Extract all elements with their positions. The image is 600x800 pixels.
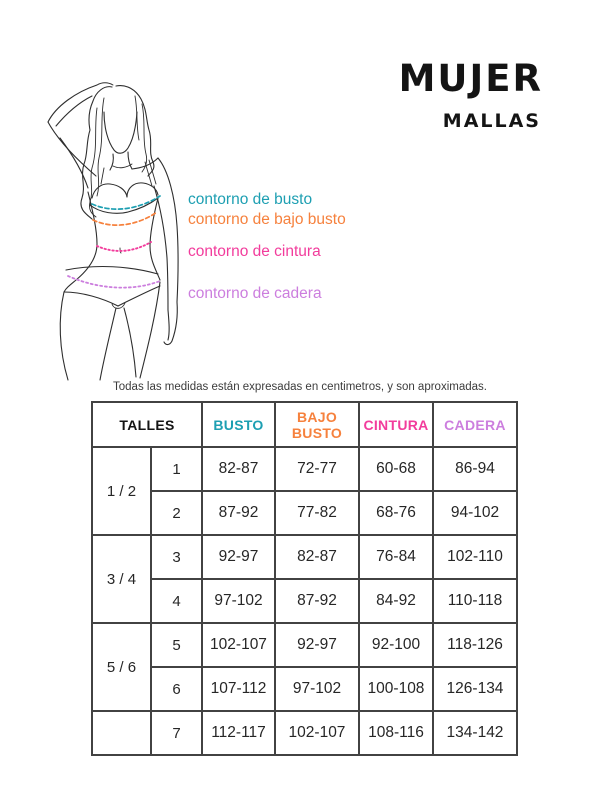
- cell-busto: 82-87: [202, 447, 275, 491]
- bra-strap-left: [101, 168, 104, 184]
- size-number: 4: [151, 579, 202, 623]
- size-group-label: 1 / 2: [92, 447, 151, 535]
- page-title: MUJER: [398, 57, 543, 100]
- measurements-note: Todas las medidas están expresadas en centimetros, y son aproximadas.: [113, 381, 487, 393]
- cell-cintura: 100-108: [359, 667, 433, 711]
- panty-top-line: [66, 267, 158, 274]
- cell-bajo-busto: 97-102: [275, 667, 359, 711]
- cell-cintura: 76-84: [359, 535, 433, 579]
- size-number: 5: [151, 623, 202, 667]
- panty-left-edge: [64, 292, 118, 306]
- label-contorno-de-busto: contorno de busto: [188, 191, 313, 208]
- size-number: 7: [151, 711, 202, 755]
- cell-busto: 97-102: [202, 579, 275, 623]
- cell-bajo-busto: 72-77: [275, 447, 359, 491]
- table-row: [92, 447, 517, 491]
- bra-right-cup: [127, 183, 158, 197]
- table-row: [92, 535, 517, 579]
- size-number: 2: [151, 491, 202, 535]
- cell-bajo-busto: 92-97: [275, 623, 359, 667]
- header-talles: TALLES: [92, 402, 202, 447]
- cell-cintura: 68-76: [359, 491, 433, 535]
- header-cintura: CINTURA: [359, 402, 433, 447]
- cell-busto: 92-97: [202, 535, 275, 579]
- table-row: [92, 491, 517, 535]
- size-number: 3: [151, 535, 202, 579]
- cell-cadera: 102-110: [433, 535, 517, 579]
- cell-bajo-busto: 82-87: [275, 535, 359, 579]
- cell-cintura: 108-116: [359, 711, 433, 755]
- raised-arm-outer: [48, 122, 96, 176]
- leg-right-inner: [124, 308, 136, 377]
- cell-busto: 107-112: [202, 667, 275, 711]
- cell-bajo-busto: 77-82: [275, 491, 359, 535]
- table-row: [92, 667, 517, 711]
- table-row: [92, 711, 517, 755]
- cell-bajo-busto: 87-92: [275, 579, 359, 623]
- cell-cintura: 92-100: [359, 623, 433, 667]
- cell-cintura: 84-92: [359, 579, 433, 623]
- cell-busto: 87-92: [202, 491, 275, 535]
- label-contorno-de-cintura: contorno de cintura: [188, 243, 321, 260]
- size-number: 6: [151, 667, 202, 711]
- cell-cadera: 134-142: [433, 711, 517, 755]
- hand-behind-head: [97, 83, 113, 85]
- cell-cintura: 60-68: [359, 447, 433, 491]
- title-block: [398, 57, 543, 132]
- face-outline: [104, 112, 137, 153]
- header-busto: BUSTO: [202, 402, 275, 447]
- cell-bajo-busto: 102-107: [275, 711, 359, 755]
- cell-cadera: 94-102: [433, 491, 517, 535]
- raised-forearm-inner: [56, 96, 92, 126]
- page-subtitle: MALLAS: [442, 110, 541, 132]
- cell-cadera: 118-126: [433, 623, 517, 667]
- size-group-label: [92, 711, 151, 755]
- hair-outline: [81, 87, 112, 219]
- size-table: [91, 401, 518, 756]
- table-header-row: [92, 402, 517, 447]
- table-row: [92, 579, 517, 623]
- leg-left-outer: [60, 292, 68, 380]
- size-group-label: 3 / 4: [92, 535, 151, 623]
- bajo-busto-measure-line: [93, 212, 157, 225]
- neck-right: [128, 152, 132, 169]
- cadera-measure-line: [68, 276, 160, 288]
- collarbone: [113, 164, 132, 168]
- panty-right-edge: [118, 286, 160, 306]
- cell-busto: 102-107: [202, 623, 275, 667]
- header-bajo-busto: BAJO BUSTO: [275, 402, 359, 447]
- label-contorno-de-bajo-busto: contorno de bajo busto: [188, 211, 346, 228]
- bra-under-band: [90, 198, 158, 213]
- size-group-label: 5 / 6: [92, 623, 151, 711]
- torso-right: [150, 198, 160, 280]
- cell-cadera: 86-94: [433, 447, 517, 491]
- neck-left: [110, 154, 113, 170]
- table-row: [92, 623, 517, 667]
- cintura-measure-line: [97, 242, 151, 251]
- hair-strand: [97, 98, 104, 196]
- leg-right-outer: [140, 282, 160, 378]
- hand-right: [164, 302, 177, 345]
- label-contorno-de-cadera: contorno de cadera: [188, 285, 322, 302]
- size-number: 1: [151, 447, 202, 491]
- raised-forearm-outer: [48, 85, 97, 122]
- header-cadera: CADERA: [433, 402, 517, 447]
- woman-figure-illustration: [28, 58, 198, 382]
- cell-cadera: 126-134: [433, 667, 517, 711]
- busto-measure-line: [92, 196, 160, 209]
- cell-cadera: 110-118: [433, 579, 517, 623]
- cell-busto: 112-117: [202, 711, 275, 755]
- leg-left-inner: [100, 308, 116, 380]
